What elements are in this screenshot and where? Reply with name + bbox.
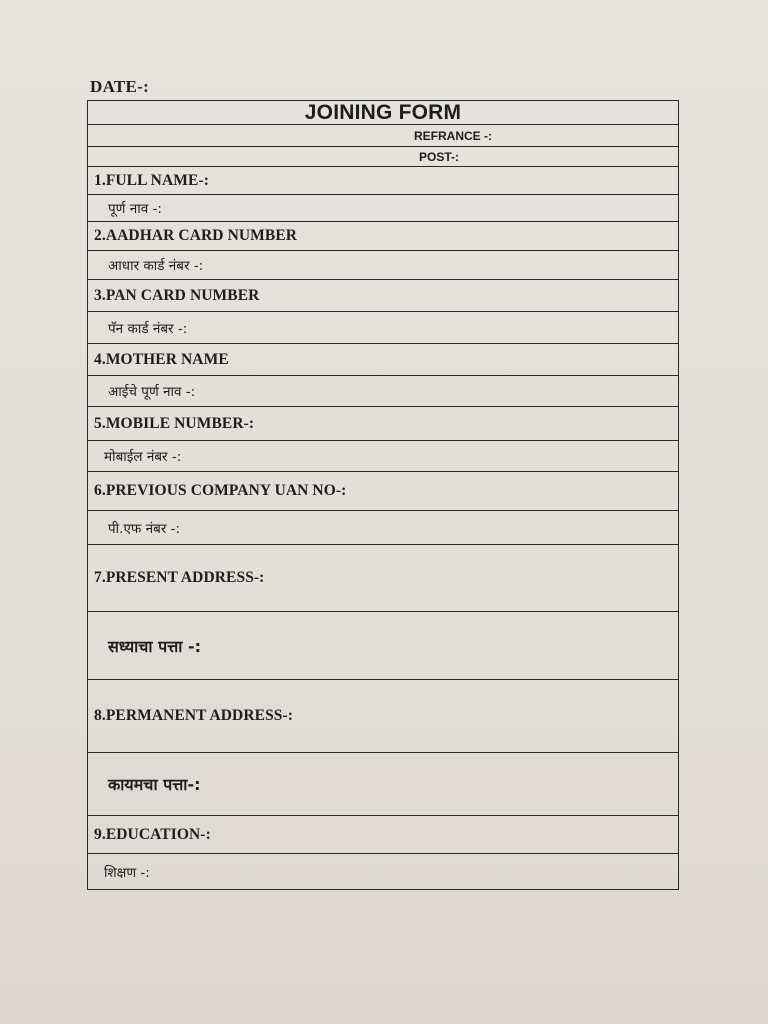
full-name-row <box>88 167 678 195</box>
full-name-marathi-label: पूर्ण नाव -: <box>108 201 162 217</box>
education-row <box>88 816 678 854</box>
reference-row <box>88 125 678 147</box>
mobile-marathi-label: मोबाईल नंबर -: <box>104 449 182 465</box>
education-marathi-label: शिक्षण -: <box>104 864 150 881</box>
mother-name-label: 4.MOTHER NAME <box>94 350 229 368</box>
joining-form-table <box>87 100 679 890</box>
aadhar-marathi-row <box>88 251 678 280</box>
mobile-row <box>88 407 678 441</box>
pan-row <box>88 280 678 312</box>
aadhar-marathi-label: आधार कार्ड नंबर -: <box>108 258 204 274</box>
education-marathi-row <box>88 854 678 890</box>
permanent-address-row <box>88 680 678 753</box>
uan-row <box>88 472 678 511</box>
pan-marathi-row <box>88 312 678 344</box>
date-label: DATE-: <box>90 77 150 96</box>
present-address-row <box>88 545 678 612</box>
full-name-marathi-row <box>88 195 678 222</box>
post-row <box>88 147 678 167</box>
permanent-address-marathi-label: कायमचा पत्ता-: <box>108 775 201 794</box>
present-address-marathi-row <box>88 612 678 680</box>
uan-marathi-row <box>88 511 678 545</box>
uan-marathi-label: पी.एफ नंबर -: <box>108 520 181 537</box>
aadhar-row <box>88 222 678 251</box>
mother-name-row <box>88 344 678 376</box>
reference-label: REFRANCE -: <box>414 128 492 143</box>
full-name-label: 1.FULL NAME-: <box>94 171 209 189</box>
pan-label: 3.PAN CARD NUMBER <box>94 286 260 304</box>
present-address-marathi-label: सध्याचा पत्ता -: <box>108 636 202 656</box>
education-label: 9.EDUCATION-: <box>94 825 211 843</box>
mobile-label: 5.MOBILE NUMBER-: <box>94 414 255 432</box>
permanent-address-label: 8.PERMANENT ADDRESS-: <box>94 707 294 724</box>
aadhar-label: 2.AADHAR CARD NUMBER <box>94 227 298 244</box>
post-label: POST-: <box>419 149 460 164</box>
form-title-row <box>88 101 678 125</box>
pan-marathi-label: पॅन कार्ड नंबर -: <box>108 320 188 337</box>
uan-label: 6.PREVIOUS COMPANY UAN NO-: <box>94 482 347 499</box>
permanent-address-marathi-row <box>88 753 678 816</box>
form-title: JOINING FORM <box>304 100 462 124</box>
mobile-marathi-row <box>88 441 678 472</box>
present-address-label: 7.PRESENT ADDRESS-: <box>94 569 265 586</box>
mother-name-marathi-label: आईचे पूर्ण नाव -: <box>108 384 196 400</box>
mother-name-marathi-row <box>88 376 678 407</box>
